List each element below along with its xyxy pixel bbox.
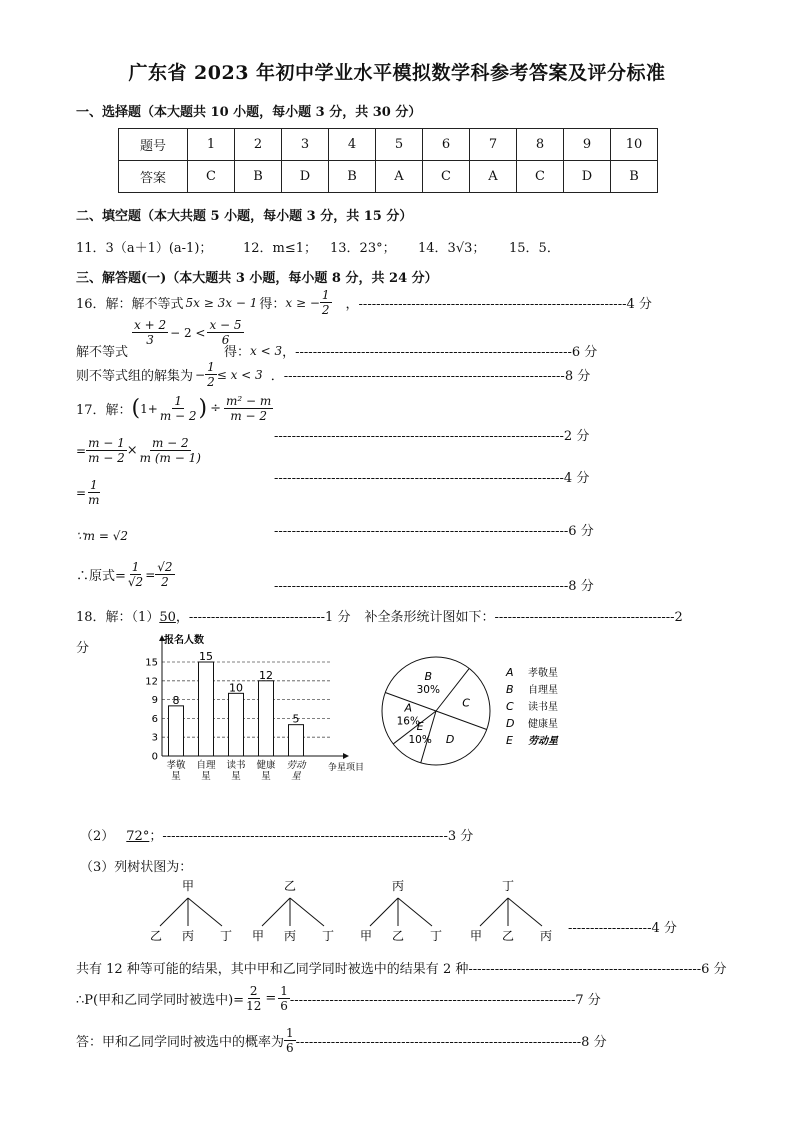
equals: = <box>76 443 87 458</box>
table-row-answers <box>119 161 658 193</box>
numerator: x + 2 <box>134 318 167 332</box>
pie-slice-percent: 30% <box>416 684 440 697</box>
section-2-header: 二、填空题（本大共题 5 小题，每小题 3 分，共 15 分） <box>76 209 413 224</box>
denominator: m − 2 <box>159 409 197 423</box>
answer-14: 14．3√3； <box>418 241 486 256</box>
answer-12: 12．m≤1； <box>243 241 318 256</box>
bar <box>229 693 244 756</box>
q18-line-1-wrap: 分 <box>76 641 90 656</box>
bar-chart <box>140 632 380 780</box>
fraction <box>224 394 273 423</box>
category-label: 孝敬 <box>166 760 186 771</box>
q16-line-1 <box>76 288 652 317</box>
category-label: 自理 <box>196 760 216 771</box>
q18-answer <box>76 1026 607 1055</box>
bar-value-label: 8 <box>172 693 180 707</box>
bar-value-label: 10 <box>229 681 243 695</box>
table-cell: 5 <box>376 129 423 161</box>
pie-slice-key: A <box>404 701 413 715</box>
y-tick-label: 6 <box>151 713 158 725</box>
fraction <box>86 478 101 507</box>
denominator: m (m − 1) <box>139 451 201 465</box>
score-dash-3: ；-----------------------------------------------------------------3 分 <box>149 829 474 844</box>
table-cell: B <box>329 161 376 193</box>
legend-label: 自理星 <box>528 685 558 696</box>
table-row-numbers <box>119 129 658 161</box>
score-dash-1: ，-------------------------------1 分 <box>175 610 351 625</box>
q16-line-3 <box>76 360 590 389</box>
denominator: 6 <box>286 1041 294 1055</box>
pie-slice-key: D <box>445 732 455 746</box>
denominator: √2 <box>127 575 144 589</box>
q16-lead: 16．解：解不等式 <box>76 297 184 312</box>
q16-line-2 <box>76 341 597 360</box>
pie-slice-key: C <box>462 696 470 710</box>
legend-label: 劳动星 <box>528 736 558 747</box>
denominator: 2 <box>207 375 215 389</box>
pie-slice-key: B <box>424 670 433 684</box>
q18-part-2 <box>80 825 473 844</box>
q17-line-1 <box>76 394 273 423</box>
legend-label: 孝敬星 <box>528 668 558 679</box>
bar-chart-grid <box>162 662 330 737</box>
q16-inequality-1: 5x ≥ 3x − 1 <box>185 295 258 310</box>
q17-lead: 17．解： <box>76 403 132 418</box>
tree-root: 乙 <box>283 879 297 893</box>
section-3-header: 三、解答题(一)（本大题共 3 小题，每小题 8 分，共 24 分） <box>76 271 438 286</box>
probability-lead: ∴P(甲和乙同学同时被选中)= <box>76 993 245 1008</box>
table-cell: B <box>235 161 282 193</box>
q17-given: ∵m = √2 <box>76 529 128 543</box>
q16-range: ≤ x < 3 <box>216 367 263 382</box>
tree-branch <box>398 898 432 926</box>
fraction <box>86 436 127 465</box>
score-dash-4: ，-------------------------------------------------------------4 分 <box>345 297 652 312</box>
category-label: 星 <box>201 771 211 780</box>
q16-result-1: x ≥ − <box>285 295 320 310</box>
tree-leaf: 丙 <box>539 929 553 943</box>
tree-root: 甲 <box>181 879 195 893</box>
section-1-header: 一、选择题（本大题共 10 小题，每小题 3 分，共 30 分） <box>76 105 422 120</box>
divide: ÷ <box>210 401 222 416</box>
tree-leaf: 甲 <box>359 929 373 943</box>
answer-lead: 答：甲和乙同学同时被选中的概率为 <box>76 1035 285 1050</box>
tree-branch <box>160 898 188 926</box>
paren-close: ) <box>198 396 208 421</box>
legend-label: 读书星 <box>528 702 558 713</box>
category-label: 星 <box>291 771 301 780</box>
tree-leaf: 丙 <box>181 929 195 943</box>
answer-table <box>118 128 658 193</box>
q16-get: 得： <box>224 345 251 360</box>
denominator: 2 <box>161 575 169 589</box>
category-label: 劳动 <box>286 760 306 771</box>
category-label: 读书 <box>226 760 246 771</box>
score-dash-4: ------------------------------------------------------------------4 分 <box>274 471 590 486</box>
fraction <box>138 436 203 465</box>
table-cell: B <box>611 161 658 193</box>
tree-branch <box>508 898 542 926</box>
y-tick-label: 12 <box>145 676 158 688</box>
score-dash-6: -------------------------------------------------------------------6 分 <box>274 524 594 539</box>
score-dash-8: -----------------------------------------------------------------8 分 <box>295 1035 607 1050</box>
tree-branch <box>370 898 398 926</box>
q18-probability <box>76 984 601 1013</box>
numerator: 1 <box>321 288 330 302</box>
tree-leaf: 丁 <box>321 929 335 943</box>
denominator: 6 <box>280 999 288 1013</box>
q18-answer-1: 50 <box>159 610 176 625</box>
numerator: 1 <box>207 360 215 374</box>
q16-solution-label: 则不等式组的解集为 <box>76 369 194 384</box>
q17-step-3 <box>76 478 101 507</box>
legend-key: B <box>506 683 514 696</box>
q17-step-2 <box>76 436 203 465</box>
q18-lead: 18．解：（1） <box>76 610 160 625</box>
bar-value-label: 15 <box>199 650 213 663</box>
y-axis-label: 报名人数 <box>164 635 204 646</box>
page-title: 广东省 2023 年初中学业水平模拟数学科参考答案及评分标准 <box>128 62 666 84</box>
score-dash-8: -------------------------------------------------------------------8 分 <box>274 579 594 594</box>
numerator: √2 <box>157 560 173 574</box>
fraction <box>278 984 290 1013</box>
table-cell: 9 <box>564 129 611 161</box>
q16-solve-label: 解不等式 <box>76 345 129 360</box>
legend-key: C <box>506 700 514 713</box>
y-tick-label: 15 <box>145 657 158 669</box>
fraction <box>158 394 199 423</box>
legend-key: A <box>506 666 514 679</box>
pie-legend <box>505 666 559 747</box>
fraction <box>205 360 217 389</box>
table-cell: D <box>282 161 329 193</box>
answer-15: 15．5． <box>509 241 560 256</box>
paren-open: ( <box>131 396 141 421</box>
fraction <box>126 560 145 589</box>
table-cell: 1 <box>188 129 235 161</box>
table-cell: 8 <box>517 129 564 161</box>
category-label: 星 <box>231 771 241 780</box>
denominator: 2 <box>321 303 330 317</box>
tree-leaf: 甲 <box>251 929 265 943</box>
bar-value-label: 12 <box>259 668 273 682</box>
denominator: m − 2 <box>88 451 125 465</box>
category-label: 星 <box>261 771 271 780</box>
q17-final-lead: ∴原式= <box>76 569 126 584</box>
numerator: m² − m <box>226 394 272 408</box>
score-dash-6: ，---------------------------------------------------------------6 分 <box>282 345 598 360</box>
bar <box>259 681 274 756</box>
minus: − <box>195 367 206 382</box>
q17-final <box>76 560 175 589</box>
answer-11: 11．3（a＋1）(a-1)； <box>76 241 213 256</box>
tree-leaf: 丁 <box>429 929 443 943</box>
pie-slices <box>382 657 490 765</box>
tree-root: 丁 <box>501 879 515 893</box>
tree-leaf: 甲 <box>469 929 483 943</box>
score-dash-4: -------------------4 分 <box>568 921 677 936</box>
tree-leaf: 丁 <box>219 929 233 943</box>
bar <box>289 725 304 756</box>
legend-key: D <box>506 717 515 730</box>
q18-answer-2: 72° <box>126 829 150 844</box>
bar <box>199 662 214 756</box>
y-tick-label: 9 <box>151 695 158 707</box>
tree-leaf: 乙 <box>149 929 163 943</box>
table-cell: 7 <box>470 129 517 161</box>
tree-root: 丙 <box>391 879 405 893</box>
y-tick-labels <box>145 658 158 763</box>
operator: − 2 < <box>170 325 206 340</box>
pie-chart <box>378 656 578 766</box>
row-label-number: 题号 <box>119 129 188 161</box>
numerator: 2 <box>249 984 258 998</box>
y-tick-label: 0 <box>151 751 158 763</box>
numerator: m − 2 <box>151 436 189 450</box>
table-cell: A <box>470 161 517 193</box>
denominator: m <box>88 493 100 507</box>
q18-part-3: （3）列树状图为： <box>80 860 193 875</box>
table-cell: A <box>376 161 423 193</box>
q18-line-1 <box>76 606 683 625</box>
table-cell: C <box>188 161 235 193</box>
numerator: 1 <box>89 478 98 492</box>
table-cell: 2 <box>235 129 282 161</box>
table-cell: 6 <box>423 129 470 161</box>
table-cell: 3 <box>282 129 329 161</box>
numerator: 1 <box>286 1026 294 1040</box>
bar-value-label: 5 <box>292 712 300 726</box>
table-cell: 10 <box>611 129 658 161</box>
pie-slice-percent: 10% <box>408 734 432 747</box>
q16-fraction-1 <box>320 288 332 317</box>
numerator: 1 <box>280 984 288 998</box>
score-dash-7: -----------------------------------------------------------------7 分 <box>289 993 601 1008</box>
q18-result-count: 共有 12 种等可能的结果，其中甲和乙同学同时被选中的结果有 2 种-----------------------------------------------------6 分 <box>76 962 727 977</box>
legend-key: E <box>506 734 513 747</box>
q16-result-2: x < 3 <box>250 343 283 358</box>
part-2-label: （2） <box>80 829 115 844</box>
pie-slice-percent: 16% <box>396 715 420 728</box>
equals: = <box>145 567 156 582</box>
answer-13: 13．23°； <box>330 241 396 256</box>
y-tick-label: 3 <box>151 732 158 744</box>
table-cell: C <box>517 161 564 193</box>
one: 1+ <box>140 401 158 416</box>
tree-leaf: 丙 <box>283 929 297 943</box>
fraction <box>244 984 263 1013</box>
equals: = <box>265 991 277 1006</box>
bar-series <box>169 650 304 756</box>
tree-branch <box>290 898 324 926</box>
bar <box>169 706 184 756</box>
tree-leaf: 乙 <box>501 929 515 943</box>
tree-branch <box>262 898 290 926</box>
table-cell: C <box>423 161 470 193</box>
tree-leaf: 乙 <box>391 929 405 943</box>
table-cell: 4 <box>329 129 376 161</box>
category-labels <box>166 759 307 780</box>
denominator: m − 2 <box>230 409 268 423</box>
fraction <box>284 1026 296 1055</box>
table-cell: D <box>564 161 611 193</box>
tree-branch <box>480 898 508 926</box>
score-dash-8: ．----------------------------------------------------------------8 分 <box>270 369 591 384</box>
pie-slice-key: E <box>416 720 424 734</box>
q18-bar-note: 补全条形统计图如下：-----------------------------------------2 <box>364 610 683 625</box>
denominator: 3 <box>146 333 154 347</box>
times: × <box>126 443 138 458</box>
legend-label: 健康星 <box>528 719 558 730</box>
equals: = <box>76 485 87 500</box>
score-dash-2: ------------------------------------------------------------------2 分 <box>274 429 590 444</box>
numerator: 1 <box>131 560 140 574</box>
row-label-answer: 答案 <box>119 161 188 193</box>
category-label: 健康 <box>256 760 276 771</box>
numerator: 1 <box>174 394 183 408</box>
numerator: m − 1 <box>88 436 125 450</box>
fraction <box>155 560 174 589</box>
x-axis-label: 争星项目 <box>328 763 365 773</box>
numerator: x − 5 <box>209 318 242 332</box>
denominator: 12 <box>246 999 262 1013</box>
tree-branch <box>188 898 222 926</box>
category-label: 星 <box>171 771 181 780</box>
q16-get: 得： <box>259 297 286 312</box>
denominator: 6 <box>221 333 230 347</box>
tree-diagram <box>140 876 580 946</box>
